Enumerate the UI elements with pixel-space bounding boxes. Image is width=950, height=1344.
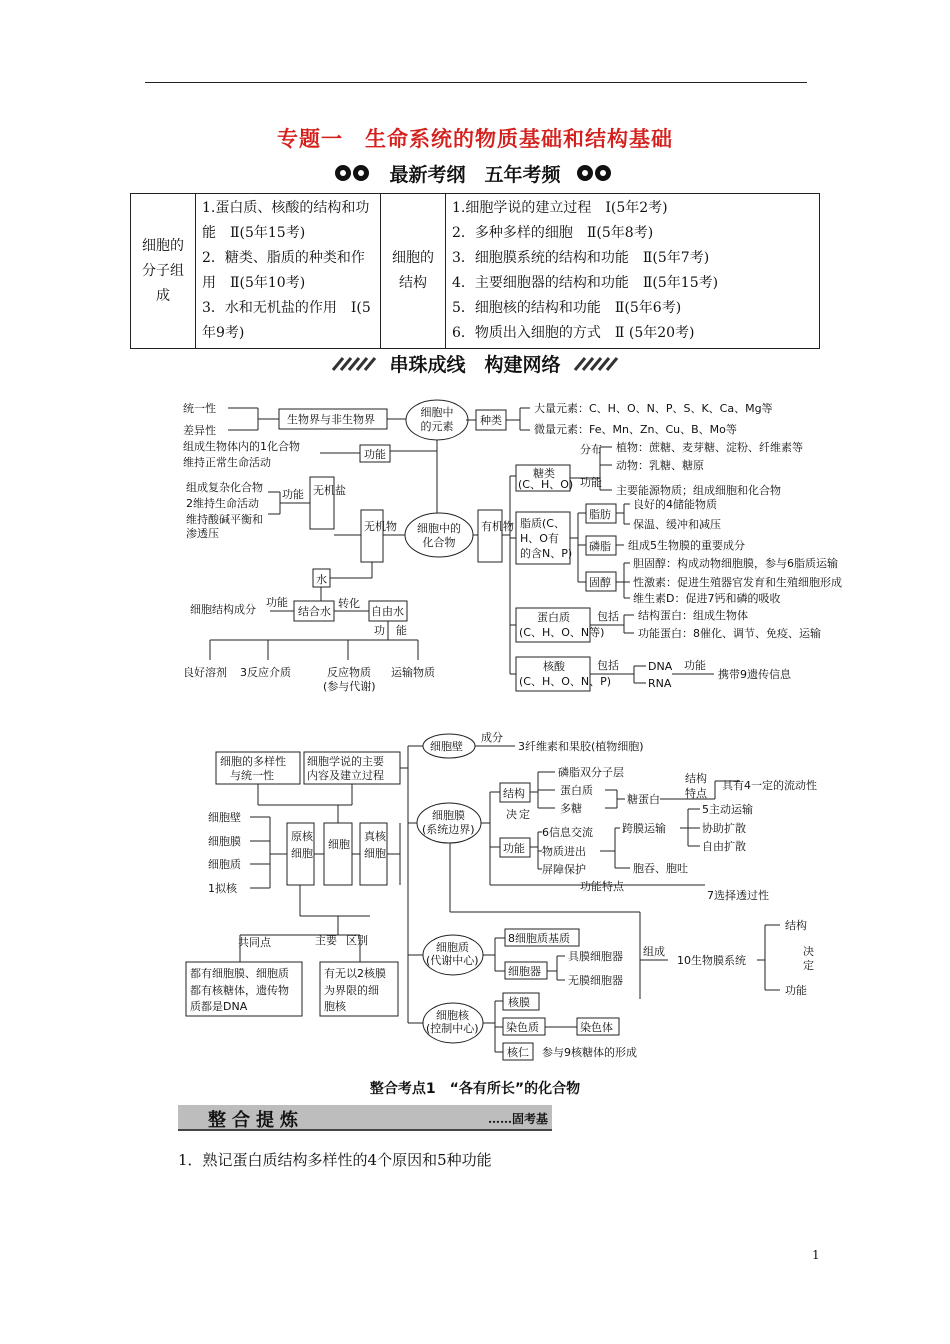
m2-u2: 与统一性 [230, 769, 274, 782]
m2-u60: (控制中心) [426, 1022, 479, 1035]
m2-u59: 细胞核 [436, 1009, 469, 1022]
m2-u54: 10生物膜系统 [677, 954, 746, 967]
syllabus-item: 2．多种多样的细胞 Ⅱ(5年8考) [452, 225, 654, 241]
m1-t58: RNA [648, 677, 672, 690]
m2-u1: 细胞的多样性 [220, 755, 286, 768]
m1-t42: 保温、缓冲和减压 [633, 518, 721, 531]
m1-t40: 脂肪 [589, 508, 611, 521]
m1-t23: 功 能 [374, 624, 407, 637]
m2-u58: 功能 [785, 984, 807, 997]
syllabus-item: 4．主要细胞器的结构和功能 Ⅱ(5年15考) [452, 275, 719, 291]
m1-t50: (C、H、O、N等) [519, 626, 605, 639]
m1-t25: 3反应介质 [240, 666, 291, 679]
m1-t3: 生物界与非生物界 [287, 413, 375, 426]
m1-t11: 2维持生命活动 [186, 497, 259, 510]
m1-t52: 结构蛋白：组成生物体 [638, 609, 748, 622]
m2-u34: 决 [506, 808, 517, 821]
center-compounds-l2: 化合物 [422, 536, 456, 549]
m1-t2: 差异性 [183, 424, 216, 437]
m2-u7: 细胞质 [208, 858, 241, 871]
m1-t29: 有机物 [481, 520, 514, 533]
m1-t16: 无机物 [364, 520, 397, 533]
m2-u13: 主要 [315, 934, 337, 947]
m1-t37: 脂质(C、 [520, 517, 565, 530]
m1-t10: 组成复杂化合物 [186, 481, 263, 494]
m2-u53: 组成 [643, 945, 665, 958]
section-title: 整合考点1 “各有所长”的化合物 [369, 1081, 581, 1097]
m2-u52: 无膜细胞器 [568, 974, 623, 987]
m1-t33: 植物：蔗糖、麦芽糖、淀粉、纤维素等 [616, 441, 803, 454]
m2-u40: 跨膜运输 [622, 822, 666, 835]
syllabus-head-right: 细胞的结构 [381, 194, 446, 349]
m1-t48: 维生素D：促进7钙和磷的吸收 [633, 592, 781, 605]
m2-u56: 决 [803, 945, 814, 958]
m2-u65: 参与9核糖体的形成 [542, 1046, 637, 1059]
syllabus-item: 3．细胞膜系统的结构和功能 Ⅱ(5年7考) [452, 250, 710, 266]
m2-u51: 具膜细胞器 [568, 950, 623, 963]
banner-syllabus-text: 最新考纲 五年考频 [389, 164, 561, 186]
m1-t41: 良好的4储能物质 [633, 498, 717, 511]
m1-t51: 包括 [597, 610, 619, 623]
m2-u36: 功能 [503, 842, 525, 855]
m1-t14: 功能 [282, 488, 304, 501]
m1-t46: 胆固醇：构成动物细胞膜，参与6脂质运输 [633, 557, 838, 570]
m2-u11-l2: 细胞 [364, 847, 386, 860]
m2-u33: 具有4一定的流动性 [722, 779, 817, 792]
m2-u38: 物质进出 [542, 845, 586, 858]
m1-t13: 渗透压 [186, 527, 219, 540]
m1-t56: 包括 [597, 659, 619, 672]
m2-u43: 自由扩散 [702, 840, 746, 853]
syllabus-item: 1.蛋白质、核酸的结构和功能 Ⅱ(5年15考) [202, 200, 370, 241]
banner-network-text: 串珠成线 构建网络 [389, 354, 561, 376]
m1-t54: 核酸 [543, 660, 565, 673]
m1-t9: 功能 [364, 448, 386, 461]
syllabus-item: 6．物质出入细胞的方式 Ⅱ (5年20考) [452, 325, 695, 341]
m2-u55: 结构 [785, 919, 807, 932]
m2-u11-l1: 真核 [364, 830, 386, 843]
m1-t32: 分布 [580, 443, 602, 456]
m2-u8: 1拟核 [208, 882, 237, 895]
m2-u37: 6信息交流 [542, 826, 593, 839]
m1-t60: 携带9遗传信息 [718, 668, 791, 681]
m1-t30: 糖类 [533, 467, 555, 480]
m1-t7: 组成生物体内的1化合物 [183, 440, 300, 453]
m1-t18: 细胞结构成分 [190, 603, 256, 616]
syllabus-item: 1.细胞学说的建立过程 Ⅰ(5年2考) [452, 200, 668, 216]
m2-u19: 为界限的细 [324, 984, 379, 997]
m2-u41: 5主动运输 [702, 803, 753, 816]
m2-u63: 染色体 [580, 1021, 613, 1034]
center-compounds-l1: 细胞中的 [417, 522, 461, 535]
m1-t44: 组成5生物膜的重要成分 [628, 539, 745, 552]
m1-t26: 反应物质 [327, 666, 371, 679]
center-elements-l1: 细胞中 [420, 406, 454, 419]
syllabus-head-left: 细胞的分子组成 [131, 194, 196, 349]
m2-u28: 蛋白质 [560, 784, 593, 797]
m1-t12: 维持酸碱平衡和 [186, 513, 263, 526]
m1-t8: 维持正常生命活动 [183, 456, 271, 469]
m1-t6: 微量元素：Fe、Mn、Zn、Cu、B、Mo等 [534, 423, 737, 436]
m1-t31: (C、H、O) [518, 478, 574, 491]
page-number: 1 [812, 1248, 820, 1262]
m2-u48: (代谢中心) [426, 954, 479, 967]
m2-u15: 都有细胞膜、细胞质 [190, 967, 289, 980]
m2-u26: 结构 [503, 787, 525, 800]
m2-u9-l2: 细胞 [291, 847, 313, 860]
m1-t55: (C、H、O、N、P) [519, 675, 612, 688]
m1-t59: 功能 [684, 659, 706, 672]
m2-u57: 定 [803, 959, 814, 972]
m1-t15: 无机盐 [313, 484, 346, 497]
bar-label: 整合提炼 [208, 1110, 304, 1131]
m1-t49: 蛋白质 [537, 611, 570, 624]
m2-u27: 磷脂双分子层 [558, 766, 624, 779]
m1-t45: 固醇 [589, 576, 611, 589]
m2-u14: 区别 [346, 934, 368, 947]
m2-u23: 3纤维素和果胶(植物细胞) [518, 740, 644, 753]
m2-u25: (系统边界) [422, 823, 475, 836]
center-elements-l2: 的元素 [420, 420, 454, 433]
m2-u12: 共同点 [238, 936, 271, 949]
m1-t34: 动物：乳糖、糖原 [616, 459, 704, 472]
paragraph: 1．熟记蛋白质结构多样性的4个原因和5种功能 [178, 1151, 492, 1169]
m2-u20: 胞核 [324, 1000, 346, 1013]
syllabus-item: 2．糖类、脂质的种类和作用 Ⅱ(5年10考) [202, 250, 365, 291]
m1-t1: 统一性 [183, 402, 216, 415]
m1-t5: 大量元素：C、H、O、N、P、S、K、Ca、Mg等 [534, 402, 773, 415]
m2-u46: 7选择透过性 [707, 889, 769, 902]
m2-u3: 细胞学说的主要 [307, 755, 384, 768]
syllabus-item: 3．水和无机盐的作用 Ⅰ(5年9考) [202, 300, 371, 341]
m1-t27: (参与代谢) [323, 680, 376, 693]
m2-u9-l1: 原核 [291, 830, 313, 843]
syllabus-item: 5．细胞核的结构和功能 Ⅱ(5年6考) [452, 300, 682, 316]
page-title: 专题一 生命系统的物质基础和结构基础 [277, 127, 673, 151]
m1-t35: 功能 [580, 476, 602, 489]
m2-u4: 内容及建立过程 [307, 769, 384, 782]
m2-u61: 核膜 [508, 996, 530, 1009]
m2-u32: 特点 [685, 787, 707, 800]
m1-t21: 转化 [338, 597, 360, 610]
m1-t17: 水 [316, 573, 327, 586]
section-bar [178, 1105, 552, 1131]
m1-t20: 结合水 [298, 605, 331, 618]
m1-t39: 的含N、P) [520, 547, 573, 560]
m1-t22: 自由水 [371, 605, 404, 618]
m2-u29: 多糖 [560, 802, 582, 815]
m2-u62: 染色质 [506, 1021, 539, 1034]
m2-u24: 细胞膜 [432, 809, 465, 822]
m1-t57: DNA [648, 660, 673, 673]
m2-u47: 细胞质 [436, 941, 469, 954]
node-compounds [405, 513, 473, 557]
m2-u21: 细胞壁 [430, 740, 463, 753]
m1-t43: 磷脂 [589, 540, 611, 553]
m2-u31: 结构 [685, 772, 707, 785]
m2-u64: 核仁 [507, 1046, 529, 1059]
m2-u45: 功能特点 [580, 880, 624, 893]
m2-u44: 胞吞、胞吐 [633, 862, 688, 875]
m2-u6: 细胞膜 [208, 835, 241, 848]
m1-t24: 良好溶剂 [183, 666, 227, 679]
m2-u30: 糖蛋白 [627, 793, 660, 806]
m2-u35: 定 [519, 808, 530, 821]
m2-u10: 细胞 [328, 838, 350, 851]
bar-right: ……固考基 [487, 1112, 548, 1126]
m1-t28: 运输物质 [391, 666, 435, 679]
m2-u17: 质都是DNA [190, 1000, 248, 1013]
m2-u16: 都有核糖体，遗传物 [190, 984, 289, 997]
m1-t38: H、O有 [520, 532, 559, 545]
m2-u22: 成分 [481, 731, 503, 744]
m1-t19: 功能 [266, 596, 288, 609]
m1-t53: 功能蛋白：8催化、调节、免疫、运输 [638, 627, 821, 640]
m2-u49: 8细胞质基质 [508, 932, 570, 945]
m2-u50: 细胞器 [508, 965, 541, 978]
m1-t4: 种类 [480, 414, 502, 427]
m2-u39: 屏障保护 [542, 863, 586, 876]
m2-u42: 协助扩散 [702, 822, 746, 835]
m2-u5: 细胞壁 [208, 811, 241, 824]
m1-t47: 性激素：促进生殖器官发育和生殖细胞形成 [633, 576, 842, 589]
m1-t36: 主要能源物质；组成细胞和化合物 [616, 484, 781, 497]
m2-u18: 有无以2核膜 [324, 967, 386, 980]
